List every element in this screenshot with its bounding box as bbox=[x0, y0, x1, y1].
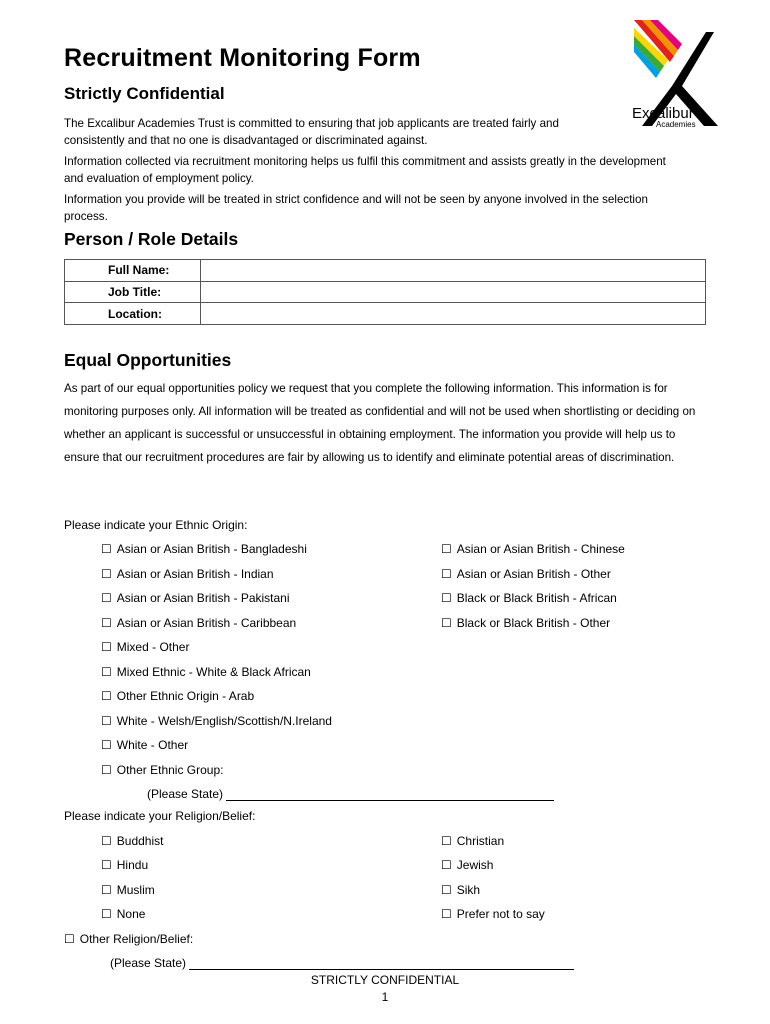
ethnic-option-arab[interactable]: ☐ Other Ethnic Origin - Arab bbox=[101, 689, 255, 703]
religion-option-other[interactable]: ☐ Other Religion/Belief: bbox=[64, 932, 194, 946]
ethnic-option-indian[interactable]: ☐ Asian or Asian British - Indian bbox=[101, 567, 274, 581]
ethnic-option-mixed-white-black-african[interactable]: ☐ Mixed Ethnic - White & Black African bbox=[101, 665, 311, 679]
full-name-label: Full Name: bbox=[65, 260, 201, 282]
person-role-heading: Person / Role Details bbox=[64, 229, 239, 249]
ethnic-option-white-uk[interactable]: ☐ White - Welsh/English/Scottish/N.Ireland bbox=[101, 714, 332, 728]
religion-option-jewish[interactable]: ☐ Jewish bbox=[441, 858, 494, 872]
ethnic-option-caribbean[interactable]: ☐ Asian or Asian British - Caribbean bbox=[101, 616, 297, 630]
checkbox-icon[interactable]: ☐ bbox=[441, 591, 452, 605]
ethnic-option-black-african[interactable]: ☐ Black or Black British - African bbox=[441, 591, 617, 605]
ethnic-please-state: (Please State) bbox=[147, 787, 554, 801]
location-field[interactable] bbox=[201, 303, 706, 325]
checkbox-icon[interactable]: ☐ bbox=[101, 834, 112, 848]
religion-option-christian[interactable]: ☐ Christian bbox=[441, 834, 505, 848]
religion-option-sikh[interactable]: ☐ Sikh bbox=[441, 883, 481, 897]
checkbox-icon[interactable]: ☐ bbox=[101, 738, 112, 752]
checkbox-icon[interactable]: ☐ bbox=[101, 714, 112, 728]
ethnic-option-asian-other[interactable]: ☐ Asian or Asian British - Other bbox=[441, 567, 611, 581]
religion-option-buddhist[interactable]: ☐ Buddhist bbox=[101, 834, 164, 848]
footer-confidential: STRICTLY CONFIDENTIAL bbox=[310, 973, 460, 987]
checkbox-icon[interactable]: ☐ bbox=[441, 567, 452, 581]
confidential-subtitle: Strictly Confidential bbox=[64, 84, 225, 103]
checkbox-icon[interactable]: ☐ bbox=[101, 907, 112, 921]
ethnic-option-black-other[interactable]: ☐ Black or Black British - Other bbox=[441, 616, 611, 630]
checkbox-icon[interactable]: ☐ bbox=[64, 932, 75, 946]
checkbox-icon[interactable]: ☐ bbox=[441, 858, 452, 872]
page-number: 1 bbox=[381, 990, 389, 1004]
checkbox-icon[interactable]: ☐ bbox=[441, 907, 452, 921]
ethnic-option-pakistani[interactable]: ☐ Asian or Asian British - Pakistani bbox=[101, 591, 290, 605]
job-title-label: Job Title: bbox=[65, 281, 201, 303]
checkbox-icon[interactable]: ☐ bbox=[101, 542, 112, 556]
checkbox-icon[interactable]: ☐ bbox=[441, 883, 452, 897]
table-row bbox=[65, 281, 706, 303]
table-row bbox=[65, 303, 706, 325]
checkbox-icon[interactable]: ☐ bbox=[101, 640, 112, 654]
religion-option-muslim[interactable]: ☐ Muslim bbox=[101, 883, 155, 897]
intro-paragraph-2: Information collected via recruitment monitoring helps us fulfil this commitment and assists greatly in the development and evaluation of employment policy. bbox=[64, 155, 666, 185]
ethnic-option-chinese[interactable]: ☐ Asian or Asian British - Chinese bbox=[441, 542, 625, 556]
equal-opportunities-text: As part of our equal opportunities policy we request that you complete the following information. This information is for monitoring purposes only. All information will be treated as confidential and will not be used when shortlisting or deciding on whether an applicant is successful or unsuccessful in obtaining employment. The information you provide will help us to ensure that our recruitment procedures are fair by allowing us to identify and eliminate potential areas of discrimination. bbox=[64, 382, 696, 464]
religion-state-input[interactable] bbox=[189, 957, 574, 970]
intro-paragraph-3: Information you provide will be treated in strict confidence and will not be seen by anyone involved in the selection process. bbox=[64, 193, 648, 223]
job-title-field[interactable] bbox=[201, 281, 706, 303]
checkbox-icon[interactable]: ☐ bbox=[101, 616, 112, 630]
equal-opportunities-heading: Equal Opportunities bbox=[64, 350, 232, 370]
checkbox-icon[interactable]: ☐ bbox=[441, 616, 452, 630]
checkbox-icon[interactable]: ☐ bbox=[101, 858, 112, 872]
religion-please-state: (Please State) bbox=[110, 956, 574, 970]
page-title: Recruitment Monitoring Form bbox=[64, 44, 421, 72]
intro-paragraph-1: The Excalibur Academies Trust is committed to ensuring that job applicants are treated fairly and consistently and that no one is disadvantaged or discriminated against. bbox=[64, 117, 559, 147]
full-name-field[interactable] bbox=[201, 260, 706, 282]
ethnic-state-input[interactable] bbox=[226, 788, 554, 801]
checkbox-icon[interactable]: ☐ bbox=[101, 591, 112, 605]
excalibur-logo bbox=[630, 16, 732, 128]
checkbox-icon[interactable]: ☐ bbox=[441, 834, 452, 848]
checkbox-icon[interactable]: ☐ bbox=[101, 567, 112, 581]
ethnic-option-mixed-other[interactable]: ☐ Mixed - Other bbox=[101, 640, 190, 654]
checkbox-icon[interactable]: ☐ bbox=[101, 689, 112, 703]
ethnic-option-bangladeshi[interactable]: ☐ Asian or Asian British - Bangladeshi bbox=[101, 542, 307, 556]
svg-text:Academies: Academies bbox=[656, 120, 696, 128]
checkbox-icon[interactable]: ☐ bbox=[441, 542, 452, 556]
ethnic-option-white-other[interactable]: ☐ White - Other bbox=[101, 738, 189, 752]
religion-option-prefer-not-to-say[interactable]: ☐ Prefer not to say bbox=[441, 907, 545, 921]
checkbox-icon[interactable]: ☐ bbox=[101, 883, 112, 897]
table-row bbox=[65, 260, 706, 282]
ethnic-origin-question: Please indicate your Ethnic Origin: bbox=[64, 518, 248, 532]
religion-option-hindu[interactable]: ☐ Hindu bbox=[101, 858, 149, 872]
svg-text:Excalibur: Excalibur bbox=[632, 105, 694, 122]
location-label: Location: bbox=[65, 303, 201, 325]
person-details-table bbox=[64, 259, 706, 325]
religion-option-none[interactable]: ☐ None bbox=[101, 907, 146, 921]
checkbox-icon[interactable]: ☐ bbox=[101, 665, 112, 679]
ethnic-option-other-group[interactable]: ☐ Other Ethnic Group: bbox=[101, 763, 224, 777]
religion-question: Please indicate your Religion/Belief: bbox=[64, 809, 256, 823]
checkbox-icon[interactable]: ☐ bbox=[101, 763, 112, 777]
